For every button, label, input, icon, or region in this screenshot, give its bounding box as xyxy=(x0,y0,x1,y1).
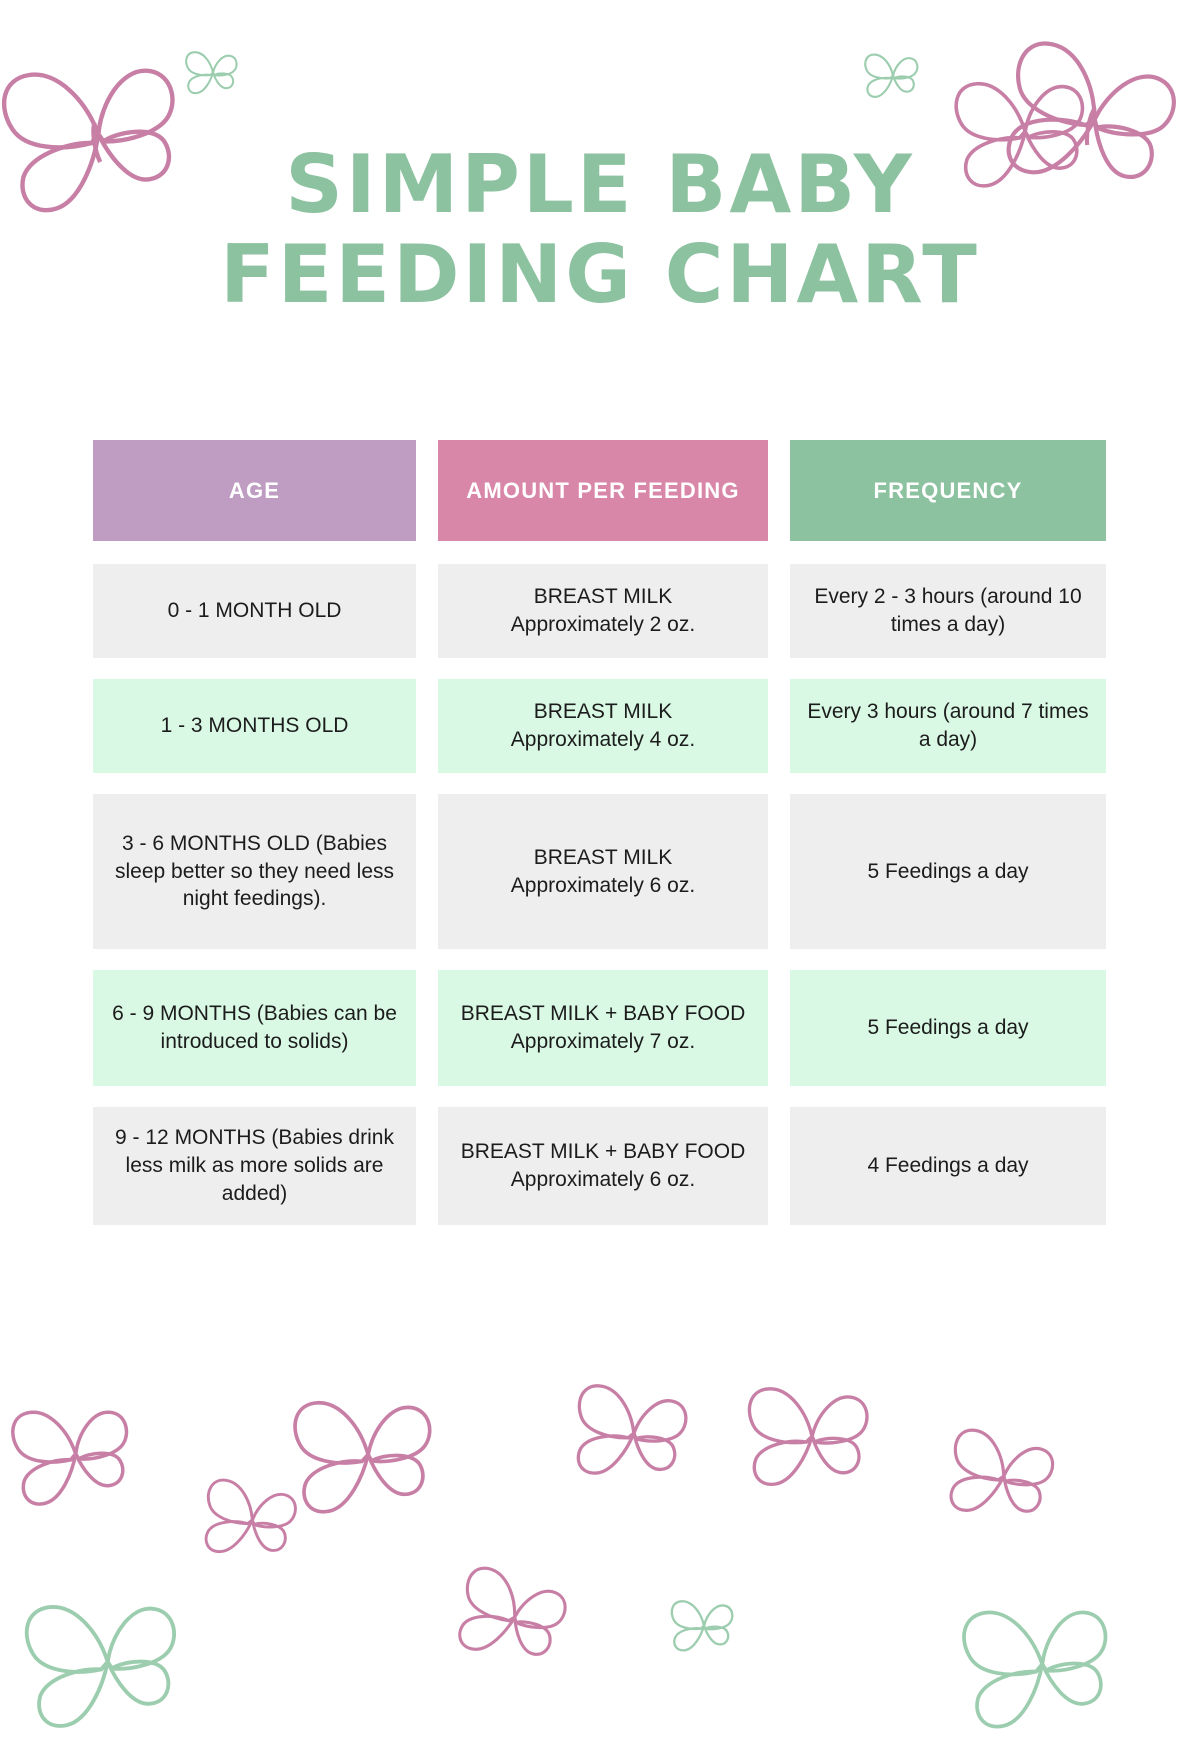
table-row xyxy=(93,970,1107,1086)
cell-age: 1 - 3 MONTHS OLD xyxy=(93,679,416,773)
cell-frequency: Every 3 hours (around 7 times a day) xyxy=(790,679,1106,773)
cell-amount-line-2: Approximately 4 oz. xyxy=(510,728,696,751)
butterfly-icon xyxy=(284,1374,452,1532)
cell-amount-line-1: BREAST MILK + BABY FOOD xyxy=(460,1140,746,1164)
table-row xyxy=(93,1107,1107,1225)
column-header-frequency: FREQUENCY xyxy=(790,440,1106,541)
butterfly-icon xyxy=(936,1411,1071,1540)
cell-amount xyxy=(438,794,768,949)
butterfly-icon xyxy=(443,1547,587,1685)
column-header-age: AGE xyxy=(93,440,416,541)
table-row xyxy=(93,794,1107,949)
cell-amount-line-2: Approximately 6 oz. xyxy=(510,1168,696,1191)
page-title xyxy=(0,140,1200,319)
cell-amount-line-1: BREAST MILK xyxy=(533,700,673,724)
page-title-line-2: FEEDING CHART xyxy=(220,227,980,321)
cell-frequency: 5 Feedings a day xyxy=(790,794,1106,949)
butterfly-icon xyxy=(2,1383,149,1521)
butterfly-icon xyxy=(950,1577,1133,1748)
cell-amount-line-2: Approximately 6 oz. xyxy=(510,873,696,897)
cell-amount-line-1: BREAST MILK xyxy=(533,845,673,869)
butterfly-icon xyxy=(194,1463,312,1575)
cell-amount-line-1: BREAST MILK xyxy=(533,585,673,609)
cell-amount xyxy=(438,970,768,1086)
cell-age: 3 - 6 MONTHS OLD (Babies sleep better so they need less night feedings). xyxy=(93,794,416,949)
cell-age: 6 - 9 MONTHS (Babies can be introduced to solids) xyxy=(93,970,416,1086)
butterfly-icon xyxy=(13,1573,201,1748)
butterfly-icon xyxy=(862,42,924,108)
cell-frequency: 5 Feedings a day xyxy=(790,970,1106,1086)
cell-amount xyxy=(438,679,768,773)
page-title-line-1: SIMPLE BABY xyxy=(285,138,915,231)
butterfly-icon xyxy=(742,1370,882,1500)
cell-age: 0 - 1 MONTH OLD xyxy=(93,564,416,658)
cell-age: 9 - 12 MONTHS (Babies drink less milk as more solids are added) xyxy=(93,1107,416,1225)
cell-frequency: Every 2 - 3 hours (around 10 times a day) xyxy=(790,564,1106,658)
cell-frequency: 4 Feedings a day xyxy=(790,1107,1106,1225)
table-header-row xyxy=(93,440,1107,541)
cell-amount xyxy=(438,564,768,658)
cell-amount-line-2: Approximately 2 oz. xyxy=(510,613,696,636)
cell-amount-line-1: BREAST MILK + BABY FOOD xyxy=(460,1002,746,1026)
cell-amount xyxy=(438,1107,768,1225)
butterfly-icon xyxy=(564,1366,704,1499)
butterfly-icon xyxy=(183,40,243,104)
column-header-amount-per-feeding: AMOUNT PER FEEDING xyxy=(438,440,768,541)
butterfly-icon xyxy=(668,1590,740,1660)
table-row xyxy=(93,679,1107,773)
cell-amount-line-2: Approximately 7 oz. xyxy=(510,1030,696,1053)
feeding-chart-table xyxy=(93,440,1107,1246)
table-row xyxy=(93,564,1107,658)
